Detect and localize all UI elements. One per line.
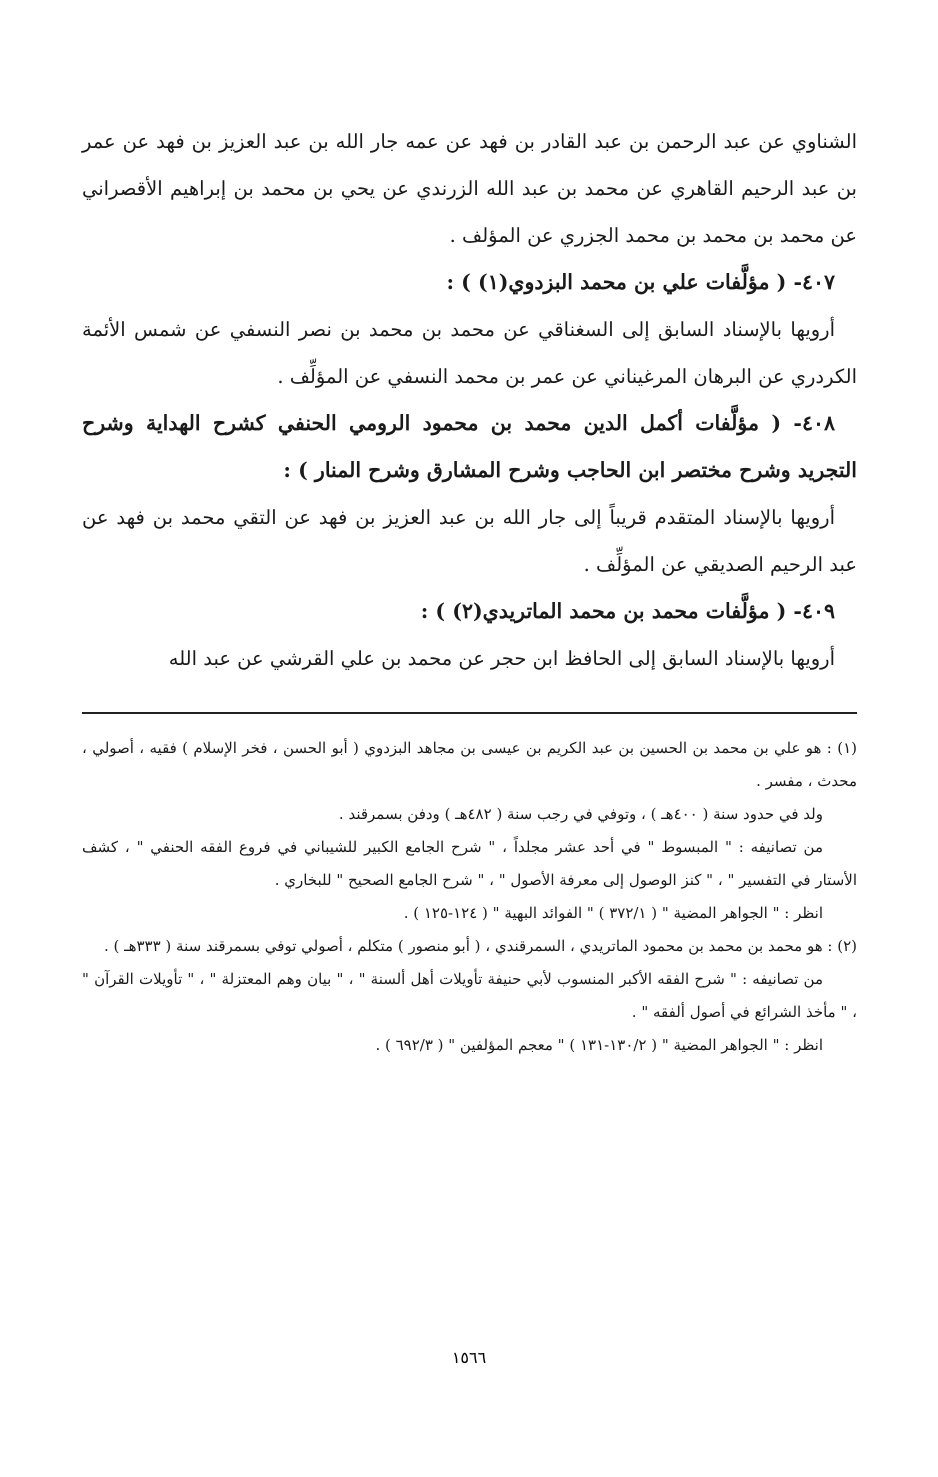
section-heading-407: ٤٠٧- ( مؤلَّفات علي بن محمد البزدوي(١) ) : [446, 270, 835, 294]
footnotes [82, 732, 857, 1062]
paragraph: أرويها بالإسناد السابق إلى السغناقي عن محمد بن محمد بن نصر النسفي عن شمس الأئمة الكردري عن البرهان المرغيناني عن عمر بن محمد النسفي عن المؤلِّف . [82, 318, 857, 388]
footnote-1-line: من تصانيفه : " المبسوط " في أحد عشر مجلداً ، " شرح الجامع الكبير للشيباني في فروع الفقه الحنفي " ، كشف الأستار في التفسير " ، " كنز الوصول إلى معرفة الأصول " ، " شرح الجامع الصحيح " للبخاري . [82, 838, 857, 889]
section-heading-408: ٤٠٨- ( مؤلَّفات أكمل الدين محمد بن محمود الرومي الحنفي كشرح الهداية وشرح التجريد وشرح مختصر ابن الحاجب وشرح المشارق وشرح المنار ) : [82, 411, 857, 482]
page-body [82, 118, 857, 1062]
footnote-separator [82, 712, 857, 714]
footnote-1-line: ولد في حدود سنة ( ٤٠٠هـ ) ، وتوفي في رجب سنة ( ٤٨٢هـ ) ودفن بسمرقند . [338, 805, 823, 823]
section-heading-409: ٤٠٩- ( مؤلَّفات محمد بن محمد الماتريدي(٢) ) : [420, 599, 835, 623]
paragraph: أرويها بالإسناد السابق إلى الحافظ ابن حجر عن محمد بن علي القرشي عن عبد الله [168, 647, 835, 670]
page-number: ١٥٦٦ [451, 1348, 487, 1367]
footnote-2-line: انظر : " الجواهر المضية " ( ١٣٠/٢-١٣١ ) " معجم المؤلفين " ( ٦٩٢/٣ ) . [375, 1036, 823, 1054]
paragraph: الشناوي عن عبد الرحمن بن عبد القادر بن فهد عن عمه جار الله بن عبد العزيز بن فهد عن عمر بن عبد الرحيم القاهري عن محمد بن عبد الله الزرندي عن يحي بن محمد بن إبراهيم الأقصراني عن محمد بن محمد بن محمد الجزري عن المؤلف . [82, 130, 857, 247]
main-text [82, 118, 857, 682]
footnote-2: (٢) : هو محمد بن محمد بن محمود الماتريدي ، السمرقندي ، ( أبو منصور ) متكلم ، أصولي توفي بسمرقند سنة ( ٣٣٣هـ ) . [104, 937, 857, 955]
footnote-1: (١) : هو علي بن محمد بن الحسين بن عبد الكريم بن عيسى بن مجاهد البزدوي ( أبو الحسن ، فخر الإسلام ) فقيه ، أصولي ، محدث ، مفسر . [82, 739, 857, 790]
paragraph: أرويها بالإسناد المتقدم قريباً إلى جار الله بن عبد العزيز بن فهد عن التقي محمد بن فهد عن عبد الرحيم الصديقي عن المؤلِّف . [82, 506, 857, 576]
footnote-2-line: من تصانيفه : " شرح الفقه الأكبر المنسوب لأبي حنيفة تأويلات أهل ألسنة " ، " بيان وهم المعتزلة " ، " تأويلات القرآن " ، " مأخذ الشرائع في أصول ألفقه " . [82, 970, 857, 1021]
footnote-1-line: انظر : " الجواهر المضية " ( ٣٧٢/١ ) " الفوائد البهية " ( ١٢٤-١٢٥ ) . [403, 904, 823, 922]
